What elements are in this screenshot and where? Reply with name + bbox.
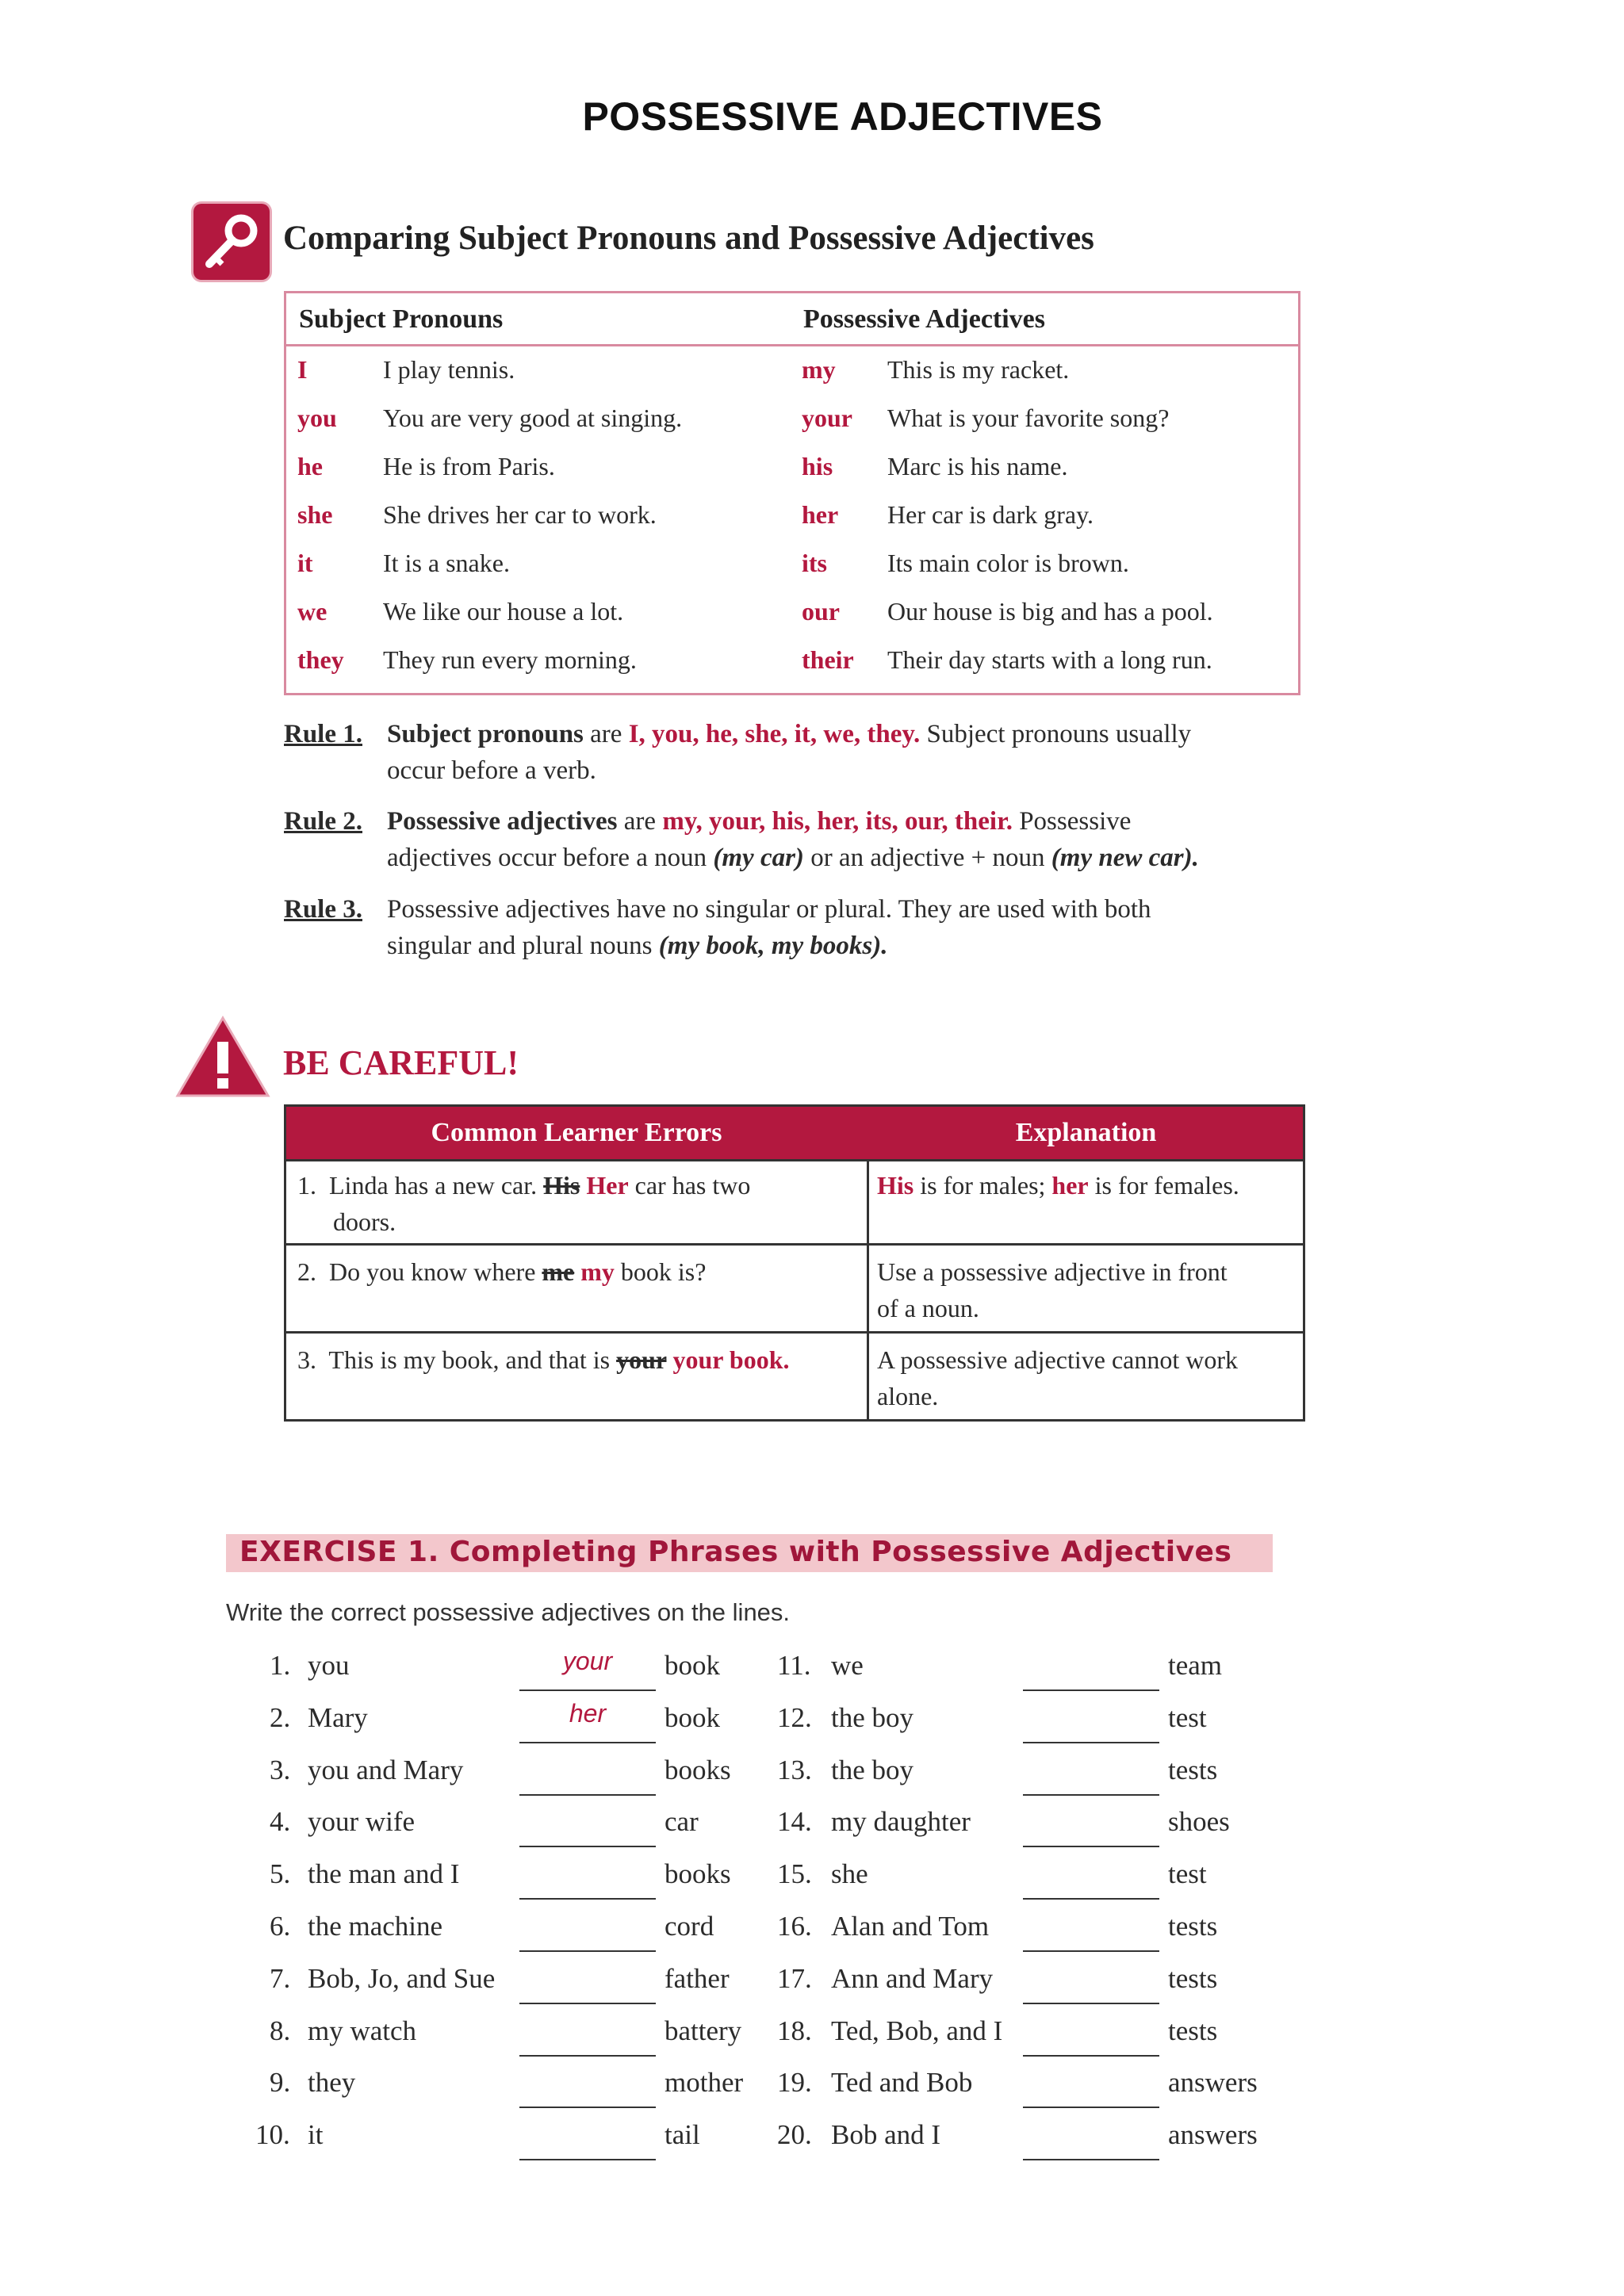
wrong-word: your <box>616 1345 667 1374</box>
item-phrase: the man and I <box>308 1858 460 1890</box>
answer-blank[interactable] <box>519 1898 656 1900</box>
item-noun: books <box>665 1754 731 1785</box>
item-phrase: the boy <box>831 1754 914 1785</box>
page-title: POSSESSIVE ADJECTIVES <box>582 94 1103 139</box>
handwritten-answer: your <box>562 1647 613 1675</box>
exercise-row <box>0 1800 1624 1852</box>
header-subject-pronouns: Subject Pronouns <box>299 304 504 334</box>
item-noun: team <box>1168 1650 1223 1681</box>
answer-blank[interactable] <box>519 2107 656 2108</box>
rule-example: (my car) <box>713 844 804 872</box>
comparison-row <box>286 444 1298 492</box>
item-noun: answers <box>1168 2119 1258 2151</box>
answer-blank[interactable] <box>519 1689 656 1691</box>
error-text <box>297 1167 852 1240</box>
adjective-example: Her car is dark gray. <box>887 500 1094 529</box>
rule-text: adjectives occur before a noun <box>387 844 714 872</box>
header-explanation: Explanation <box>1015 1118 1157 1147</box>
answer-blank[interactable] <box>519 1950 656 1952</box>
item-number: 17. <box>777 1962 812 1994</box>
errors-table <box>284 1104 1305 1422</box>
explanation-term: His <box>877 1171 914 1200</box>
item-number: 18. <box>777 2015 812 2046</box>
item-number: 7. <box>270 1962 291 1994</box>
exercise-row <box>0 2009 1624 2061</box>
explanation-term: her <box>1051 1171 1089 1200</box>
exercise-row <box>0 1644 1624 1696</box>
rule-label: Rule 3. <box>284 895 362 924</box>
item-phrase: the boy <box>831 1701 914 1733</box>
rule-1 <box>284 716 1315 795</box>
error-sentence: doors. <box>333 1207 396 1236</box>
item-noun: cord <box>665 1911 714 1942</box>
error-number: 1. <box>297 1171 316 1200</box>
error-text <box>297 1341 852 1378</box>
rule-3 <box>284 891 1315 970</box>
item-number: 10. <box>255 2119 290 2151</box>
item-number: 11. <box>777 1650 811 1681</box>
item-number: 9. <box>270 2067 291 2099</box>
errors-table-header <box>286 1107 1303 1161</box>
error-number: 2. <box>297 1257 316 1286</box>
error-text <box>297 1253 852 1290</box>
rule-list: I, you, he, she, it, we, they. <box>628 720 921 748</box>
item-noun: battery <box>665 2015 742 2046</box>
comparison-table-header <box>286 293 1298 346</box>
adjective-example: Their day starts with a long run. <box>887 645 1212 674</box>
answer-blank[interactable] <box>1023 2159 1159 2160</box>
answer-blank[interactable] <box>1023 1950 1159 1952</box>
exercise-instructions: Write the correct possessive adjectives on the lines. <box>226 1598 791 1626</box>
answer-blank[interactable] <box>519 2159 656 2160</box>
item-number: 20. <box>777 2119 812 2151</box>
answer-blank[interactable] <box>1023 1898 1159 1900</box>
rule-list: my, your, his, her, its, our, their. <box>662 807 1013 836</box>
subject-pronoun: you <box>297 404 337 432</box>
explanation-sentence: of a noun. <box>877 1294 979 1322</box>
error-row <box>286 1159 1303 1246</box>
item-number: 14. <box>777 1806 812 1838</box>
explanation-sentence: A possessive adjective cannot work <box>877 1345 1238 1374</box>
error-sentence: This is my book, and that is <box>328 1345 617 1374</box>
item-noun: tests <box>1168 1962 1218 1994</box>
item-phrase: Ann and Mary <box>831 1962 994 1994</box>
explanation-text <box>877 1253 1289 1326</box>
correct-word: Her <box>580 1171 629 1200</box>
be-careful-title: BE CAREFUL! <box>283 1043 519 1082</box>
item-phrase: the machine <box>308 1911 443 1942</box>
item-number: 4. <box>270 1806 291 1838</box>
adjective-example: This is my racket. <box>887 355 1070 384</box>
comparison-row <box>286 589 1298 637</box>
item-phrase: Bob, Jo, and Sue <box>308 1962 496 1994</box>
rule-text: are <box>617 807 663 836</box>
item-number: 8. <box>270 2015 291 2046</box>
item-number: 2. <box>270 1701 291 1733</box>
exercise-row <box>0 1696 1624 1748</box>
item-number: 15. <box>777 1858 812 1890</box>
item-number: 19. <box>777 2067 812 2099</box>
item-phrase: she <box>831 1858 868 1890</box>
possessive-adjective: my <box>802 355 836 384</box>
item-phrase: Bob and I <box>831 2119 941 2151</box>
item-phrase: we <box>831 1650 864 1681</box>
item-noun: tests <box>1168 1911 1218 1942</box>
subject-pronoun: it <box>297 549 313 577</box>
header-possessive-adjectives: Possessive Adjectives <box>803 304 1046 334</box>
item-phrase: they <box>308 2067 356 2099</box>
comparison-row <box>286 396 1298 444</box>
adjective-example: Marc is his name. <box>887 452 1068 480</box>
item-noun: tail <box>665 2119 700 2151</box>
error-row <box>286 1334 1303 1419</box>
exercise-row <box>0 1748 1624 1800</box>
answer-blank[interactable] <box>519 1846 656 1847</box>
answer-blank[interactable] <box>1023 1742 1159 1743</box>
rule-text: occur before a verb. <box>387 756 596 785</box>
item-noun: tests <box>1168 2015 1218 2046</box>
adjective-example: What is your favorite song? <box>887 404 1170 432</box>
rule-text: singular and plural nouns <box>387 932 659 960</box>
exercise-row <box>0 1957 1624 2009</box>
item-noun: tests <box>1168 1754 1218 1785</box>
exercise-row <box>0 1852 1624 1904</box>
rule-2 <box>284 803 1315 882</box>
error-sentence: car has two <box>628 1171 751 1200</box>
pronoun-example: I play tennis. <box>383 355 515 384</box>
rule-text: Possessive adjectives have no singular or plural. They are used with both <box>387 895 1151 924</box>
rule-text: are <box>583 720 629 748</box>
possessive-adjective: their <box>802 645 854 674</box>
comparison-table <box>284 291 1300 695</box>
subject-pronoun: we <box>297 597 327 626</box>
item-noun: test <box>1168 1701 1207 1733</box>
explanation-sentence: Use a possessive adjective in front <box>877 1257 1228 1286</box>
item-number: 3. <box>270 1754 291 1785</box>
item-noun: book <box>665 1650 720 1681</box>
rule-term: Possessive adjectives <box>387 807 618 836</box>
possessive-adjective: its <box>802 549 827 577</box>
subject-pronoun: he <box>297 452 323 480</box>
answer-blank[interactable] <box>519 1794 656 1796</box>
adjective-example: Our house is big and has a pool. <box>887 597 1213 626</box>
item-number: 16. <box>777 1911 812 1942</box>
item-phrase: my watch <box>308 2015 417 2046</box>
answer-blank[interactable] <box>519 2003 656 2004</box>
exercise-row <box>0 2061 1624 2113</box>
item-phrase: Ted, Bob, and I <box>831 2015 1003 2046</box>
item-phrase: Ted and Bob <box>831 2067 973 2099</box>
pronoun-example: We like our house a lot. <box>383 597 624 626</box>
rule-text: or an adjective + noun <box>803 844 1051 872</box>
wrong-word: me <box>542 1257 575 1286</box>
comparison-row <box>286 637 1298 686</box>
handwritten-answer: her <box>569 1698 607 1728</box>
wrong-word: His <box>543 1171 580 1200</box>
key-icon <box>193 204 270 280</box>
pronoun-example: They run every morning. <box>383 645 637 674</box>
section-heading: Comparing Subject Pronouns and Possessive Adjectives <box>283 220 1094 257</box>
item-noun: shoes <box>1168 1806 1230 1838</box>
exercise-row <box>0 1904 1624 1957</box>
pronoun-example: He is from Paris. <box>383 452 555 480</box>
possessive-adjective: our <box>802 597 840 626</box>
explanation-sentence: alone. <box>877 1382 939 1410</box>
item-number: 12. <box>777 1701 812 1733</box>
comparison-row <box>286 541 1298 589</box>
item-phrase: you and Mary <box>308 1754 464 1785</box>
explanation-text <box>877 1341 1289 1414</box>
item-number: 6. <box>270 1911 291 1942</box>
item-noun: car <box>665 1806 699 1838</box>
item-noun: books <box>665 1858 731 1890</box>
rule-text: Subject pronouns usually <box>920 720 1192 748</box>
pronoun-example: She drives her car to work. <box>383 500 657 529</box>
item-phrase: you <box>308 1650 350 1681</box>
item-noun: book <box>665 1701 720 1733</box>
item-phrase: Mary <box>308 1701 368 1733</box>
item-phrase: your wife <box>308 1806 416 1838</box>
answer-blank[interactable] <box>1023 1846 1159 1847</box>
possessive-adjective: your <box>802 404 852 432</box>
answer-blank[interactable] <box>1023 2003 1159 2004</box>
item-number: 13. <box>777 1754 812 1785</box>
exercise-row <box>0 2113 1624 2165</box>
explanation-sentence: is for females. <box>1088 1171 1239 1200</box>
error-sentence: Linda has a new car. <box>329 1171 544 1200</box>
explanation-text <box>877 1167 1289 1203</box>
pronoun-example: It is a snake. <box>383 549 510 577</box>
correct-word: my <box>574 1257 615 1286</box>
rule-example: (my book, my books). <box>658 932 888 960</box>
rule-label: Rule 1. <box>284 720 362 748</box>
item-phrase: it <box>308 2119 324 2151</box>
item-noun: mother <box>665 2067 744 2099</box>
explanation-sentence: is for males; <box>914 1171 1052 1200</box>
possessive-adjective: her <box>802 500 839 529</box>
answer-blank[interactable] <box>519 2055 656 2057</box>
error-sentence: Do you know where <box>329 1257 542 1286</box>
item-number: 1. <box>270 1650 291 1681</box>
comparison-row <box>286 347 1298 396</box>
answer-blank[interactable] <box>1023 1689 1159 1691</box>
answer-blank[interactable] <box>1023 2107 1159 2108</box>
item-noun: answers <box>1168 2067 1258 2099</box>
subject-pronoun: she <box>297 500 333 529</box>
error-number: 3. <box>297 1345 316 1374</box>
comparison-row <box>286 492 1298 541</box>
item-phrase: my daughter <box>831 1806 971 1838</box>
correct-word: your book. <box>666 1345 790 1374</box>
answer-blank[interactable] <box>1023 2055 1159 2057</box>
subject-pronoun: I <box>297 355 308 384</box>
answer-blank[interactable] <box>1023 1794 1159 1796</box>
header-common-errors: Common Learner Errors <box>431 1118 722 1147</box>
exercise-title: EXERCISE 1. Completing Phrases with Possessive Adjectives <box>239 1536 1232 1568</box>
item-noun: test <box>1168 1858 1207 1890</box>
rule-text: Possessive <box>1012 807 1132 836</box>
pronoun-example: You are very good at singing. <box>383 404 683 432</box>
rule-example: (my new car). <box>1051 844 1199 872</box>
adjective-example: Its main color is brown. <box>887 549 1129 577</box>
error-sentence: book is? <box>614 1257 707 1286</box>
warning-icon <box>174 1015 271 1099</box>
item-number: 5. <box>270 1858 291 1890</box>
answer-blank[interactable] <box>519 1742 656 1743</box>
subject-pronoun: they <box>297 645 344 674</box>
rule-term: Subject pronouns <box>387 720 584 748</box>
item-noun: father <box>665 1962 730 1994</box>
rule-label: Rule 2. <box>284 807 362 836</box>
item-phrase: Alan and Tom <box>831 1911 990 1942</box>
possessive-adjective: his <box>802 452 833 480</box>
error-row <box>286 1246 1303 1334</box>
